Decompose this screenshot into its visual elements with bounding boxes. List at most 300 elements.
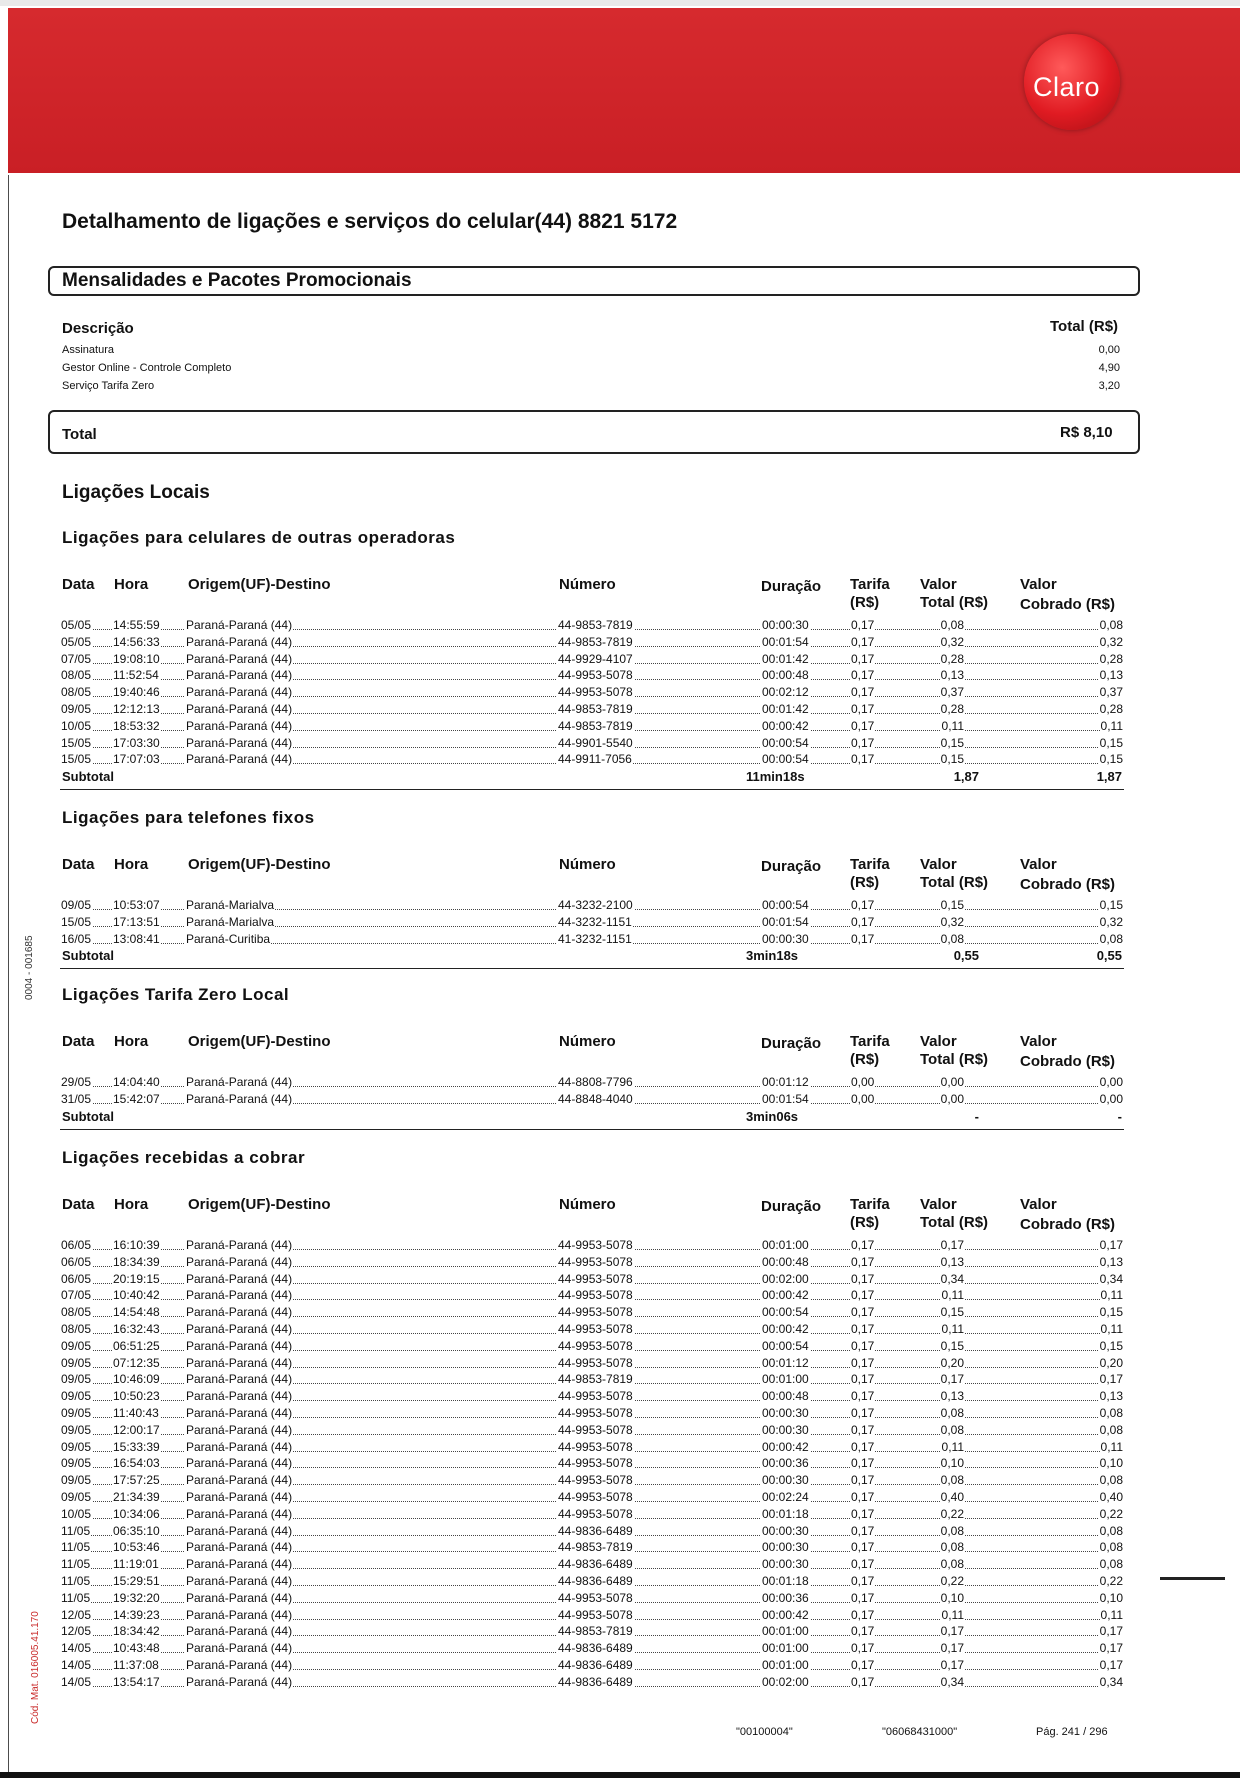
footer-code-2: "06068431000": [882, 1726, 958, 1738]
section-title: Ligações recebidas a cobrar: [62, 1148, 306, 1167]
cell-valor-total: 0,32: [940, 634, 964, 649]
cell-data: 06/05: [61, 1238, 92, 1252]
section-title: Ligações para telefones fixos: [62, 808, 315, 827]
cell-data: 29/05: [61, 1075, 92, 1089]
cell-numero: 44-3232-1151: [558, 914, 632, 929]
table-row: [60, 1607, 1124, 1624]
col-valor-total: Valor: [920, 856, 957, 873]
cell-duracao: 00:00:30: [762, 1540, 809, 1555]
cell-tarifa: 0,17: [851, 1489, 875, 1504]
cell-valor-cobrado: 0,37: [1099, 685, 1123, 700]
cell-origem: Paraná-Paraná (44): [186, 1456, 293, 1471]
cell-origem: Paraná-Paraná (44): [186, 1674, 293, 1689]
cell-valor-total: 0,17: [940, 1238, 964, 1252]
table-row: [60, 1657, 1124, 1674]
cell-numero: 44-9953-5078: [558, 1321, 633, 1336]
table-row: [60, 718, 1124, 735]
cell-data: 05/05: [61, 618, 92, 632]
cell-duracao: 00:00:30: [762, 618, 809, 632]
cell-tarifa: 0,17: [851, 1238, 875, 1252]
col-origem: Origem(UF)-Destino: [188, 1196, 331, 1213]
cell-numero: 44-9953-5078: [558, 685, 633, 700]
cell-tarifa: 0,17: [851, 914, 875, 929]
cell-hora: 12:12:13: [113, 701, 160, 716]
cell-data: 12/05: [61, 1607, 92, 1622]
cell-hora: 13:54:17: [113, 1674, 160, 1689]
cell-valor-cobrado: 0,17: [1099, 1624, 1123, 1639]
cell-tarifa: 0,00: [851, 1091, 875, 1106]
mensalidade-desc: Assinatura: [62, 344, 114, 356]
cell-data: 14/05: [61, 1657, 92, 1672]
cell-data: 09/05: [61, 1389, 92, 1404]
cell-data: 09/05: [61, 898, 92, 912]
cell-tarifa: 0,17: [851, 735, 875, 750]
cell-data: 09/05: [61, 1473, 92, 1488]
cell-valor-total: 0,20: [940, 1355, 964, 1370]
cell-numero: 44-9853-7819: [558, 1540, 633, 1555]
cell-tarifa: 0,17: [851, 634, 875, 649]
table-row: [60, 684, 1124, 701]
cell-valor-total: 0,15: [940, 898, 964, 912]
cell-hora: 14:39:23: [113, 1607, 160, 1622]
table-row: [60, 735, 1124, 752]
cell-duracao: 00:00:30: [762, 1473, 809, 1488]
cell-valor-total: 0,08: [940, 1405, 964, 1420]
table-row: [60, 1523, 1124, 1540]
cell-numero: 44-9853-7819: [558, 634, 633, 649]
cell-numero: 44-9836-6489: [558, 1557, 633, 1572]
cell-duracao: 00:01:18: [762, 1573, 809, 1588]
cell-valor-total: 0,40: [940, 1489, 964, 1504]
mensalidades-title: Mensalidades e Pacotes Promocionais: [62, 270, 412, 291]
left-margin-line: [8, 175, 9, 1778]
cell-hora: 11:52:54: [113, 668, 159, 683]
cell-valor-total: 0,11: [941, 1288, 964, 1303]
col-valor-cobrado-unit: Cobrado (R$): [1020, 596, 1115, 613]
mensalidade-value: 0,00: [1098, 344, 1120, 356]
cell-data: 11/05: [61, 1557, 91, 1572]
cell-numero: 44-9953-5078: [558, 1238, 633, 1252]
cell-duracao: 00:00:30: [762, 931, 809, 946]
cell-hora: 14:54:48: [113, 1305, 160, 1320]
table-row: [60, 1674, 1124, 1691]
cell-duracao: 00:00:54: [762, 898, 809, 912]
cell-hora: 15:33:39: [113, 1439, 160, 1454]
cell-hora: 20:19:15: [113, 1271, 160, 1286]
cell-hora: 10:53:46: [113, 1540, 160, 1555]
cell-duracao: 00:00:30: [762, 1405, 809, 1420]
calls-table: [60, 897, 1124, 947]
cell-origem: Paraná-Paraná (44): [186, 1523, 293, 1538]
cell-duracao: 00:01:12: [762, 1075, 809, 1089]
cell-origem: Paraná-Paraná (44): [186, 1624, 293, 1639]
cell-duracao: 00:01:42: [762, 701, 809, 716]
cell-origem: Paraná-Paraná (44): [186, 1091, 293, 1106]
table-row: [60, 1455, 1124, 1472]
cell-tarifa: 0,17: [851, 1422, 875, 1437]
cell-numero: 44-8848-4040: [558, 1091, 633, 1106]
subtotal-label: Subtotal: [62, 1108, 114, 1124]
cell-numero: 44-9929-4107: [558, 651, 633, 666]
cell-numero: 44-9853-7819: [558, 701, 633, 716]
cell-valor-total: 0,32: [940, 914, 964, 929]
cell-origem: Paraná-Paraná (44): [186, 1372, 293, 1387]
cell-duracao: 00:01:00: [762, 1238, 809, 1252]
cell-tarifa: 0,17: [851, 898, 875, 912]
table-row: [60, 1287, 1124, 1304]
cell-origem: Paraná-Paraná (44): [186, 1573, 293, 1588]
cell-origem: Paraná-Paraná (44): [186, 1075, 293, 1089]
top-edge: [0, 0, 1240, 6]
cell-data: 06/05: [61, 1254, 92, 1269]
cell-duracao: 00:00:36: [762, 1590, 809, 1605]
cell-data: 09/05: [61, 1372, 92, 1387]
cell-origem: Paraná-Paraná (44): [186, 1422, 293, 1437]
cell-tarifa: 0,17: [851, 1641, 875, 1656]
col-valor-total-unit: Total (R$): [920, 874, 989, 891]
cell-duracao: 00:00:36: [762, 1456, 809, 1471]
table-row: [60, 1506, 1124, 1523]
cell-duracao: 00:02:00: [762, 1674, 809, 1689]
cell-numero: 44-9953-5078: [558, 1389, 633, 1404]
cell-duracao: 00:00:30: [762, 1422, 809, 1437]
col-duracao: Duração: [761, 1035, 822, 1052]
cell-valor-cobrado: 0,40: [1099, 1489, 1123, 1504]
cell-valor-cobrado: 0,08: [1099, 1405, 1123, 1420]
cell-valor-total: 0,17: [940, 1641, 964, 1656]
col-numero: Número: [559, 576, 616, 593]
cell-numero: 44-9953-5078: [558, 1590, 633, 1605]
cell-valor-cobrado: 0,17: [1099, 1238, 1123, 1252]
table-row: [60, 1271, 1124, 1288]
table-row: [60, 617, 1124, 634]
cell-numero: 44-9853-7819: [558, 1372, 633, 1387]
col-valor-cobrado-unit: Cobrado (R$): [1020, 1216, 1115, 1233]
cell-numero: 44-9836-6489: [558, 1523, 633, 1538]
cell-numero: 44-9836-6489: [558, 1641, 633, 1656]
cell-data: 08/05: [61, 668, 92, 683]
cell-valor-total: 0,22: [940, 1506, 964, 1521]
cell-valor-cobrado: 0,08: [1099, 1422, 1123, 1437]
cell-valor-cobrado: 0,17: [1099, 1657, 1123, 1672]
table-row: [60, 1304, 1124, 1321]
cell-valor-total: 0,34: [940, 1271, 964, 1286]
cell-valor-total: 0,34: [940, 1674, 964, 1689]
subtotal-duracao: 3min18s: [746, 948, 799, 964]
side-mark: [1160, 1577, 1225, 1580]
cell-numero: 44-9836-6489: [558, 1657, 633, 1672]
cell-tarifa: 0,17: [851, 1321, 875, 1336]
table-row: [60, 751, 1124, 768]
cell-duracao: 00:01:00: [762, 1641, 809, 1656]
cell-valor-cobrado: 0,20: [1099, 1355, 1123, 1370]
cell-valor-total: 0,11: [941, 718, 964, 733]
cell-data: 31/05: [61, 1091, 92, 1106]
cell-origem: Paraná-Paraná (44): [186, 618, 293, 632]
cell-data: 11/05: [61, 1573, 91, 1588]
mensalidade-desc: Serviço Tarifa Zero: [62, 380, 155, 392]
cell-origem: Paraná-Paraná (44): [186, 1338, 293, 1353]
cell-duracao: 00:00:54: [762, 735, 809, 750]
cell-valor-cobrado: 0,15: [1099, 752, 1123, 767]
col-duracao: Duração: [761, 578, 822, 595]
table-row: [60, 1074, 1124, 1091]
cell-hora: 18:34:42: [113, 1624, 160, 1639]
cell-valor-cobrado: 0,11: [1100, 1439, 1123, 1454]
cell-valor-total: 0,13: [940, 668, 964, 683]
cell-valor-total: 0,08: [940, 1557, 964, 1572]
cell-valor-total: 0,11: [941, 1607, 964, 1622]
cell-valor-cobrado: 0,11: [1100, 1321, 1123, 1336]
cell-numero: 44-9836-6489: [558, 1573, 633, 1588]
table-row: [60, 1371, 1124, 1388]
cell-hora: 19:32:20: [113, 1590, 160, 1605]
col-origem: Origem(UF)-Destino: [188, 576, 331, 593]
cell-valor-cobrado: 0,22: [1099, 1506, 1123, 1521]
cell-origem: Paraná-Paraná (44): [186, 1473, 293, 1488]
cell-valor-cobrado: 0,11: [1100, 1607, 1123, 1622]
col-hora: Hora: [114, 856, 149, 873]
cell-valor-cobrado: 0,08: [1099, 931, 1123, 946]
cell-numero: 44-3232-2100: [558, 898, 633, 912]
cell-tarifa: 0,17: [851, 651, 875, 666]
col-valor-total-unit: Total (R$): [920, 1214, 989, 1231]
col-numero: Número: [559, 1196, 616, 1213]
subtotal-total: 1,87: [953, 769, 979, 785]
cell-origem: Paraná-Paraná (44): [186, 685, 293, 700]
mensalidade-desc: Gestor Online - Controle Completo: [62, 362, 232, 374]
cell-data: 08/05: [61, 1321, 92, 1336]
total-box: [48, 410, 1140, 454]
cell-valor-total: 0,15: [940, 735, 964, 750]
cell-valor-cobrado: 0,08: [1099, 1557, 1123, 1572]
cell-tarifa: 0,17: [851, 1557, 875, 1572]
col-valor-cobrado: Valor: [1020, 1033, 1057, 1050]
cell-data: 05/05: [61, 634, 92, 649]
cell-hora: 06:51:25: [113, 1338, 160, 1353]
cell-numero: 44-9836-6489: [558, 1674, 633, 1689]
cell-tarifa: 0,17: [851, 1338, 875, 1353]
cell-numero: 44-9953-5078: [558, 1271, 633, 1286]
table-row: [60, 931, 1124, 948]
cell-valor-total: 0,37: [940, 685, 964, 700]
cell-origem: Paraná-Paraná (44): [186, 1305, 293, 1320]
cell-hora: 10:50:23: [113, 1389, 160, 1404]
cell-origem: Paraná-Curitiba: [186, 931, 271, 946]
cell-data: 09/05: [61, 1489, 92, 1504]
cell-tarifa: 0,17: [851, 668, 875, 683]
cell-valor-cobrado: 0,17: [1099, 1372, 1123, 1387]
cell-valor-total: 0,13: [940, 1254, 964, 1269]
cell-tarifa: 0,17: [851, 1254, 875, 1269]
cell-hora: 10:40:42: [113, 1288, 160, 1303]
cell-origem: Paraná-Paraná (44): [186, 735, 293, 750]
cell-valor-cobrado: 0,13: [1099, 668, 1123, 683]
cell-data: 07/05: [61, 1288, 92, 1303]
cell-numero: 44-9953-5078: [558, 1489, 633, 1504]
cell-valor-cobrado: 0,08: [1099, 1540, 1123, 1555]
cell-origem: Paraná-Paraná (44): [186, 1590, 293, 1605]
table-row: [60, 1556, 1124, 1573]
cell-origem: Paraná-Paraná (44): [186, 1489, 293, 1504]
table-row: [60, 1439, 1124, 1456]
cell-tarifa: 0,17: [851, 1305, 875, 1320]
cell-numero: 44-9953-5078: [558, 1338, 633, 1353]
cell-data: 09/05: [61, 701, 92, 716]
table-row: [60, 634, 1124, 651]
table-row: [60, 1405, 1124, 1422]
table-row: [60, 1472, 1124, 1489]
locais-title: Ligações Locais: [62, 482, 210, 503]
cell-duracao: 00:01:00: [762, 1657, 809, 1672]
col-valor-cobrado-unit: Cobrado (R$): [1020, 876, 1115, 893]
cell-duracao: 00:01:00: [762, 1372, 809, 1387]
cell-origem: Paraná-Paraná (44): [186, 718, 293, 733]
table-row: [60, 1388, 1124, 1405]
table-row: [60, 1338, 1124, 1355]
table-row: [60, 1422, 1124, 1439]
cell-valor-cobrado: 0,11: [1100, 1288, 1123, 1303]
cell-duracao: 00:01:18: [762, 1506, 809, 1521]
cell-duracao: 00:01:12: [762, 1355, 809, 1370]
cell-valor-cobrado: 0,13: [1099, 1254, 1123, 1269]
subtotal-divider: [60, 1129, 1124, 1130]
cell-origem: Paraná-Paraná (44): [186, 752, 293, 767]
cell-origem: Paraná-Paraná (44): [186, 1254, 293, 1269]
subtotal-label: Subtotal: [62, 769, 114, 785]
cell-valor-total: 0,11: [941, 1439, 964, 1454]
col-tarifa: Tarifa: [850, 576, 890, 593]
cell-hora: 14:56:33: [113, 634, 160, 649]
cell-tarifa: 0,17: [851, 1540, 875, 1555]
page-number: Pág. 241 / 296: [1036, 1726, 1108, 1738]
col-data: Data: [62, 1033, 95, 1050]
cell-origem: Paraná-Paraná (44): [186, 634, 293, 649]
cell-origem: Paraná-Paraná (44): [186, 1288, 293, 1303]
col-tarifa: Tarifa: [850, 1033, 890, 1050]
cell-tarifa: 0,17: [851, 1624, 875, 1639]
mensalidade-value: 4,90: [1098, 362, 1120, 374]
calls-table: [60, 1237, 1124, 1691]
table-row: [60, 1489, 1124, 1506]
cell-origem: Paraná-Paraná (44): [186, 1607, 293, 1622]
col-numero: Número: [559, 1033, 616, 1050]
cell-hora: 17:13:51: [113, 914, 160, 929]
cell-origem: Paraná-Marialva: [186, 914, 275, 929]
cell-valor-total: 0,10: [940, 1456, 964, 1471]
cell-valor-cobrado: 0,10: [1099, 1456, 1123, 1471]
col-data: Data: [62, 576, 95, 593]
cell-tarifa: 0,17: [851, 718, 875, 733]
cell-numero: 44-9953-5078: [558, 1456, 633, 1471]
cell-valor-cobrado: 0,11: [1100, 718, 1123, 733]
table-row: [60, 1623, 1124, 1640]
subtotal-row: [60, 948, 1124, 966]
cell-data: 07/05: [61, 651, 92, 666]
cell-hora: 10:43:48: [113, 1641, 160, 1656]
cell-data: 09/05: [61, 1439, 92, 1454]
cell-valor-total: 0,00: [940, 1075, 964, 1089]
cell-duracao: 00:02:12: [762, 685, 809, 700]
col-tarifa: Tarifa: [850, 856, 890, 873]
col-origem: Origem(UF)-Destino: [188, 856, 331, 873]
cell-origem: Paraná-Paraná (44): [186, 1506, 293, 1521]
col-origem: Origem(UF)-Destino: [188, 1033, 331, 1050]
subtotal-divider: [60, 789, 1124, 790]
cell-valor-cobrado: 0,17: [1099, 1641, 1123, 1656]
cell-hora: 16:32:43: [113, 1321, 160, 1336]
cell-data: 15/05: [61, 914, 92, 929]
calls-table: [60, 617, 1124, 768]
table-row: [60, 1539, 1124, 1556]
cell-hora: 17:07:03: [113, 752, 160, 767]
cell-origem: Paraná-Paraná (44): [186, 1238, 293, 1252]
cell-data: 08/05: [61, 685, 92, 700]
cell-numero: 44-9901-5540: [558, 735, 633, 750]
table-row: [60, 1590, 1124, 1607]
cell-duracao: 00:01:54: [762, 914, 809, 929]
cell-duracao: 00:01:42: [762, 651, 809, 666]
subtotal-cobrado: 1,87: [1096, 769, 1122, 785]
cell-valor-total: 0,17: [940, 1372, 964, 1387]
cell-tarifa: 0,17: [851, 1456, 875, 1471]
table-row: [60, 1254, 1124, 1271]
col-tarifa-unit: (R$): [850, 874, 880, 891]
cell-numero: 44-9853-7819: [558, 1624, 633, 1639]
cell-data: 14/05: [61, 1674, 92, 1689]
cell-hora: 14:04:40: [113, 1075, 160, 1089]
cell-hora: 13:08:41: [113, 931, 160, 946]
cell-valor-cobrado: 0,08: [1099, 1523, 1123, 1538]
cell-numero: 44-9853-7819: [558, 718, 633, 733]
cell-tarifa: 0,17: [851, 752, 875, 767]
cell-numero: 44-9953-5078: [558, 1607, 633, 1622]
cell-valor-cobrado: 0,22: [1099, 1573, 1123, 1588]
col-tarifa-unit: (R$): [850, 1051, 880, 1068]
cell-valor-cobrado: 0,15: [1099, 735, 1123, 750]
cell-duracao: 00:00:30: [762, 1557, 809, 1572]
cell-valor-cobrado: 0,00: [1099, 1075, 1123, 1089]
cell-duracao: 00:00:48: [762, 1389, 809, 1404]
cell-valor-total: 0,15: [940, 752, 964, 767]
table-row: [60, 914, 1124, 931]
cell-duracao: 00:01:54: [762, 1091, 809, 1106]
cell-duracao: 00:02:24: [762, 1489, 809, 1504]
cell-duracao: 00:00:42: [762, 1288, 809, 1303]
cell-hora: 21:34:39: [113, 1489, 160, 1504]
subtotal-divider: [60, 968, 1124, 969]
subtotal-row: [60, 769, 1124, 787]
cell-hora: 10:34:06: [113, 1506, 160, 1521]
calls-table: [60, 1074, 1124, 1108]
col-tarifa-unit: (R$): [850, 594, 880, 611]
cell-data: 11/05: [61, 1540, 91, 1555]
total-value: R$ 8,10: [1060, 424, 1113, 441]
cell-duracao: 00:00:30: [762, 1523, 809, 1538]
subtotal-duracao: 3min06s: [746, 1108, 799, 1124]
cell-valor-total: 0,00: [940, 1091, 964, 1106]
cell-valor-cobrado: 0,08: [1099, 1473, 1123, 1488]
cell-data: 16/05: [61, 931, 92, 946]
cell-numero: 44-9953-5078: [558, 668, 633, 683]
mensalidade-value: 3,20: [1098, 380, 1120, 392]
cell-hora: 11:37:08: [113, 1657, 159, 1672]
cell-numero: 44-9953-5078: [558, 1506, 633, 1521]
col-numero: Número: [559, 856, 616, 873]
cell-tarifa: 0,17: [851, 1439, 875, 1454]
cell-valor-total: 0,28: [940, 651, 964, 666]
cell-hora: 16:54:03: [113, 1456, 160, 1471]
